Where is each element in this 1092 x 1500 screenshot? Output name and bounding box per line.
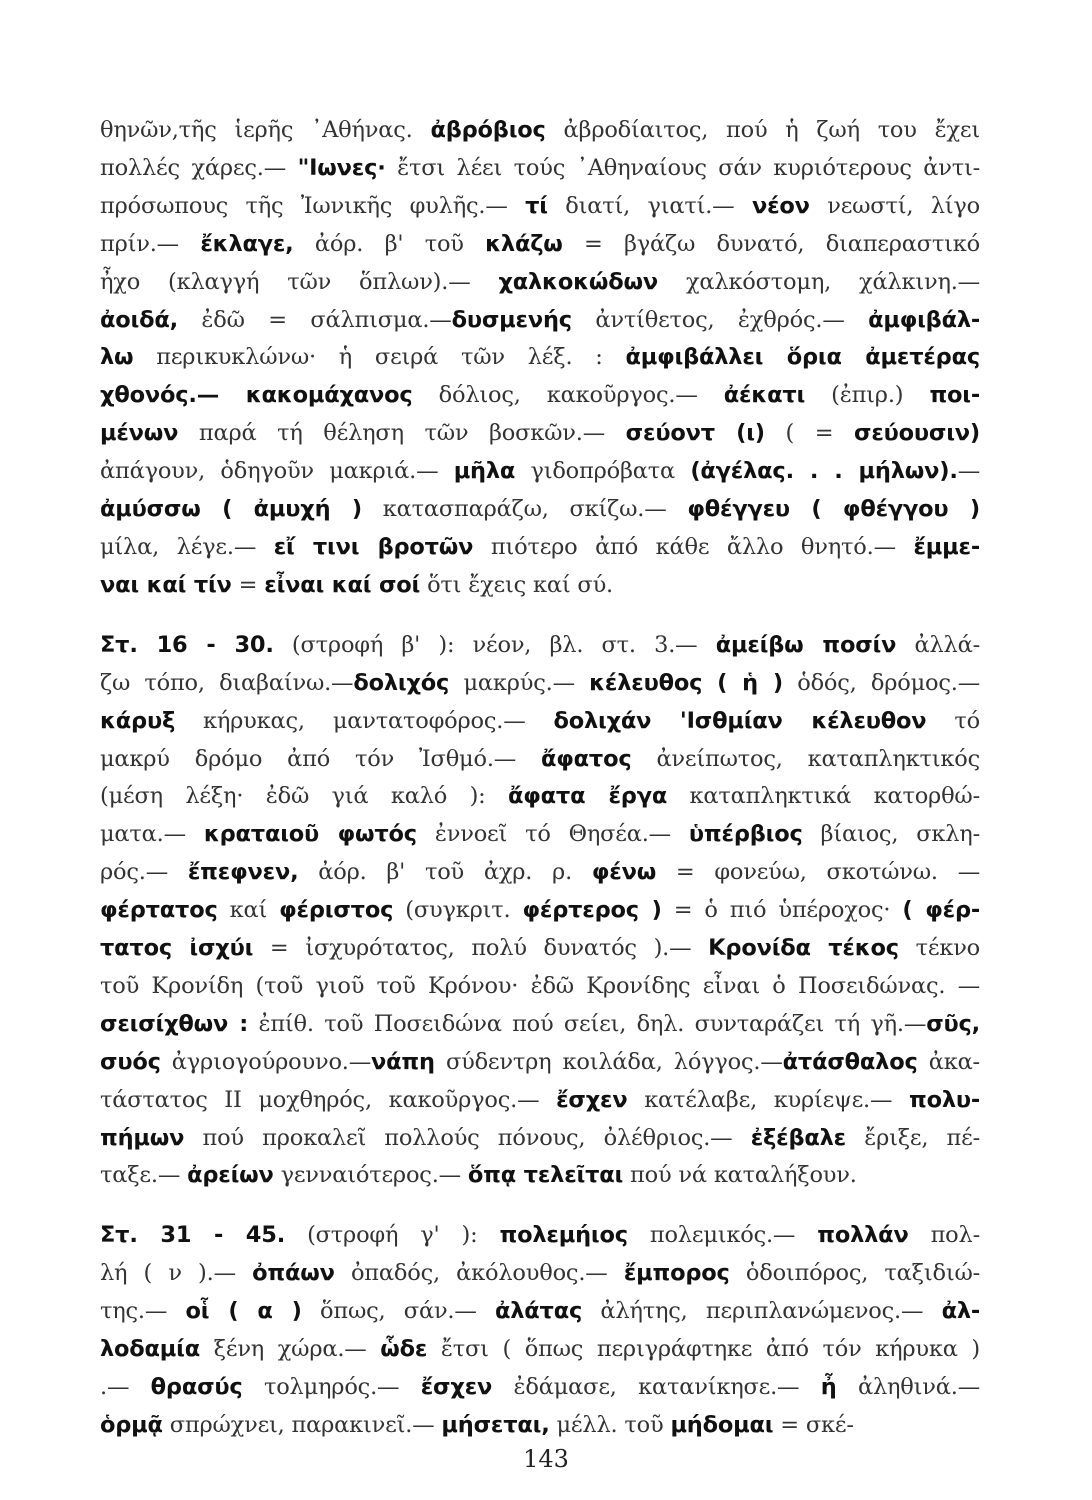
- text-line: [100, 1120, 980, 1158]
- gloss-text: τό: [926, 707, 980, 734]
- paragraph: [100, 627, 980, 1196]
- headword: θρασύς: [150, 1374, 243, 1400]
- headword: δολιχάν 'Ισθμίαν κέλευθον: [553, 707, 927, 734]
- headword: ἀλ-: [941, 1298, 980, 1325]
- headword: φέρτατος: [100, 897, 218, 924]
- headword: ἔσχεν: [420, 1374, 493, 1400]
- text-line: [100, 150, 980, 188]
- headword: λω: [100, 344, 134, 371]
- headword: μῆλα: [453, 458, 516, 485]
- gloss-text: θηνῶν,τῆς ἱερῆς ᾿Αθήνας.: [100, 117, 431, 143]
- text-line: [100, 892, 980, 930]
- headword: δολιχός: [353, 669, 450, 696]
- headword: ἀτάσθαλος: [782, 1048, 918, 1075]
- gloss-text: ἐπίθ. τοῦ Ποσειδώνα πού σείει, δηλ. συνταράζει τή γῆ.—: [248, 1010, 927, 1037]
- headword: Στ. 31 - 45.: [100, 1222, 286, 1249]
- headword: ἦ: [820, 1374, 837, 1400]
- gloss-text: πού προκαλεῖ πολλούς πόνους, ὀλέθριος.—: [184, 1124, 751, 1151]
- gloss-text: ἀόρ. β' τοῦ: [293, 230, 486, 257]
- headword: νάπη: [371, 1048, 435, 1075]
- headword: ἔσχεν: [556, 1086, 628, 1113]
- text-line: [100, 930, 980, 968]
- gloss-text: ἀβροδίαιτος, πού ἡ ζωή του ἔχει: [545, 117, 980, 143]
- gloss-text: τολμηρός.—: [242, 1374, 421, 1400]
- headword: δυσμενής: [451, 306, 572, 333]
- gloss-text: ὁδός, δρόμος.—: [782, 669, 980, 696]
- headword: κέλευθος ( ἡ ): [589, 669, 783, 696]
- headword: (ἀγέλας. . . μήλων).: [690, 458, 958, 485]
- text-line: [100, 1407, 980, 1445]
- text-line: [100, 627, 980, 665]
- paragraph: [100, 112, 980, 605]
- headword: ( φέρ-: [902, 897, 980, 924]
- text-line: [100, 854, 980, 892]
- gloss-text: γιδοπρόβατα: [515, 458, 691, 485]
- text-line: [100, 1006, 980, 1044]
- gloss-text: .—: [100, 1374, 151, 1400]
- text-line: [100, 302, 980, 340]
- text-line: [100, 741, 980, 779]
- text-line: [100, 188, 980, 226]
- gloss-text: σύδεντρη κοιλάδα, λόγγος.—: [434, 1048, 783, 1075]
- gloss-text: παρά τή θέληση τῶν βοσκῶν.—: [178, 420, 626, 447]
- headword: τατος ἰσχύι: [100, 935, 254, 962]
- headword: κάρυξ: [100, 707, 176, 734]
- text-line: [100, 1157, 980, 1195]
- headword: μήδομαι: [670, 1411, 774, 1438]
- gloss-text: ( =: [764, 420, 854, 447]
- headword: σῦς,: [926, 1010, 980, 1037]
- headword: σεισίχθων :: [100, 1010, 249, 1037]
- gloss-text: πρόσωπους τῆς Ἰωνικῆς φυλῆς.—: [100, 192, 526, 219]
- text-line: [100, 778, 980, 816]
- headword: νέον: [751, 192, 810, 219]
- headword: μένων: [100, 420, 179, 447]
- text-line: [100, 703, 980, 741]
- text-line: [100, 453, 980, 491]
- gloss-text: τέκνο: [898, 935, 980, 962]
- headword: μήσεται,: [441, 1411, 550, 1438]
- headword: ὧδε: [380, 1336, 428, 1363]
- gloss-text: ἔριξε, πέ-: [845, 1124, 980, 1151]
- headword: ἐξέβαλε: [750, 1124, 846, 1151]
- gloss-text: ὁδοιπόρος, ταξιδιώ-: [729, 1260, 980, 1287]
- gloss-text: ρός.—: [100, 859, 188, 886]
- text-line: [100, 1082, 980, 1120]
- gloss-text: ταξε.—: [100, 1162, 188, 1189]
- gloss-text: κατέλαβε, κυρίεψε.—: [627, 1086, 909, 1113]
- gloss-text: ἀπάγουν, ὁδηγοῦν μακριά.—: [100, 458, 454, 485]
- gloss-text: περικυκλώνω· ἡ σειρά τῶν λέξ. :: [133, 344, 626, 371]
- gloss-text: πρίν.—: [100, 230, 201, 257]
- gloss-text: ἀνείπωτος, καταπληκτικός: [631, 745, 980, 772]
- gloss-text: = φονεύω, σκοτώνω. —: [656, 859, 980, 886]
- gloss-text: ἀληθινά.—: [836, 1374, 980, 1400]
- headword: ὀπάων: [252, 1260, 335, 1287]
- text-line: [100, 1293, 980, 1331]
- gloss-text: ξένη χώρα.—: [200, 1336, 381, 1363]
- gloss-text: (στροφή γ' ):: [285, 1222, 500, 1249]
- gloss-text: =: [231, 571, 265, 598]
- headword: συός: [100, 1048, 161, 1075]
- text-line: [100, 1255, 980, 1293]
- gloss-text: = ἰσχυρότατος, πολύ δυνατός ).—: [253, 935, 709, 962]
- text-line: [100, 968, 980, 1006]
- paragraph-gap: [100, 605, 980, 627]
- gloss-text: ἦχο (κλαγγή τῶν ὅπλων).—: [100, 268, 499, 295]
- gloss-text: κατασπαράζω, σκίζω.—: [361, 496, 688, 523]
- gloss-text: ἐδῶ = σάλπισμα.—: [177, 306, 452, 333]
- headword: ἄφατα ἔργα: [508, 783, 668, 810]
- headword: ὅπᾳ τελεῖται: [467, 1162, 624, 1189]
- gloss-text: ἀκα-: [917, 1048, 980, 1075]
- headword: χθονός.— κακομάχανος: [100, 382, 413, 409]
- headword: ἀμείβω ποσίν: [715, 631, 897, 658]
- headword: ἔκλαγε,: [200, 230, 294, 257]
- headword: ἀοιδά,: [100, 306, 178, 333]
- page-number: 143: [523, 1445, 569, 1473]
- gloss-text: τάστατος ΙΙ μοχθηρός, κακοῦργος.—: [100, 1086, 557, 1113]
- gloss-text: = βγάζω δυνατό, διαπεραστικό: [562, 230, 980, 257]
- gloss-text: πιότερο ἀπό κάθε ἄλλο θνητό.—: [473, 533, 914, 560]
- text-line: [100, 491, 980, 529]
- headword: ναι καί τίν: [100, 571, 232, 598]
- gloss-text: ὅτι ἔχεις καί σύ.: [420, 571, 614, 598]
- gloss-text: ἀόρ. β' τοῦ ἀχρ. ρ.: [298, 859, 592, 886]
- gloss-text: ἀλήτης, περιπλανώμενος.—: [582, 1298, 942, 1325]
- text-line: [100, 1217, 980, 1255]
- gloss-text: λή ( ν ).—: [100, 1260, 253, 1287]
- text-line: [100, 1369, 980, 1407]
- gloss-text: = σκέ-: [773, 1411, 854, 1438]
- text-line: [100, 665, 980, 703]
- text-line: [100, 1044, 980, 1082]
- gloss-text: μέλλ. τοῦ: [549, 1411, 671, 1438]
- headword: σεύουσιν): [854, 420, 980, 447]
- headword: ὑπέρβιος: [688, 821, 803, 848]
- headword: ἀέκατι: [723, 382, 806, 409]
- headword: πολυ-: [908, 1086, 980, 1113]
- headword: ἔμμε-: [913, 533, 980, 560]
- gloss-text: ἀντίθετος, ἐχθρός.—: [571, 306, 869, 333]
- gloss-text: ὅπως, σάν.—: [301, 1298, 495, 1325]
- text-line: [100, 264, 980, 302]
- headword: φέριστος: [279, 897, 394, 924]
- headword: σεύοντ (ι): [625, 420, 765, 447]
- headword: λοδαμία: [100, 1336, 200, 1363]
- gloss-text: ἔτσι ( ὅπως περιγράφτηκε ἀπό τόν κήρυκα ): [427, 1336, 980, 1363]
- headword: φέρτερος ): [522, 897, 662, 924]
- gloss-text: = ὁ πιό ὑπέροχος·: [661, 897, 903, 924]
- gloss-text: ζω τόπο, διαβαίνω.—: [100, 669, 354, 696]
- headword: ἀλάτας: [494, 1298, 583, 1325]
- headword: οἷ ( α ): [185, 1298, 302, 1325]
- gloss-text: (συγκριτ.: [393, 897, 523, 924]
- gloss-text: καί: [217, 897, 280, 924]
- text-line: [100, 339, 980, 377]
- text-line: [100, 1331, 980, 1369]
- gloss-text: της.—: [100, 1298, 186, 1325]
- gloss-text: σπρώχνει, παρακινεῖ.—: [162, 1411, 442, 1438]
- paragraph: [100, 1217, 980, 1444]
- gloss-text: ὀπαδός, ἀκόλουθος.—: [334, 1260, 624, 1287]
- headword: Στ. 16 - 30.: [100, 631, 274, 658]
- headword: κραταιοῦ φωτός: [203, 821, 417, 848]
- paragraph-gap: [100, 1195, 980, 1217]
- headword: ἄφατος: [541, 745, 632, 772]
- gloss-text: πολεμικός.—: [627, 1222, 818, 1249]
- headword: εἴ τινι βροτῶν: [273, 533, 474, 560]
- commentary-text: [100, 112, 980, 1445]
- gloss-text: κήρυκας, μαντατοφόρος.—: [175, 707, 554, 734]
- gloss-text: πού νά καταλήξουν.: [623, 1162, 857, 1189]
- gloss-text: —: [957, 458, 980, 485]
- gloss-text: ματα.—: [100, 821, 204, 848]
- gloss-text: ἀλλά-: [896, 631, 980, 658]
- headword: ἔπεφνεν,: [187, 859, 299, 886]
- headword: ποι-: [929, 382, 980, 409]
- headword: ἀρείων: [187, 1162, 274, 1189]
- gloss-text: πολλές χάρες.—: [100, 154, 298, 181]
- gloss-text: καταπληκτικά κατορθώ-: [667, 783, 980, 810]
- gloss-text: χαλκόστομη, χάλκινη.—: [658, 268, 980, 295]
- headword: φένω: [591, 859, 657, 886]
- gloss-text: νεωστί, λίγο: [809, 192, 980, 219]
- gloss-text: (μέση λέξη· ἐδῶ γιά καλό ):: [100, 783, 508, 810]
- headword: ἀμφιβάλλει ὅρια ἀμετέρας: [625, 344, 980, 371]
- gloss-text: γενναιότερος.—: [273, 1162, 468, 1189]
- headword: ἀμφιβάλ-: [868, 306, 980, 333]
- gloss-text: πολ-: [908, 1222, 980, 1249]
- headword: Κρονίδα τέκος: [708, 935, 899, 962]
- text-line: [100, 816, 980, 854]
- gloss-text: μακρύς.—: [449, 669, 590, 696]
- gloss-text: μίλα, λέγε.—: [100, 533, 274, 560]
- headword: "Ιωνες·: [297, 154, 386, 181]
- gloss-text: (ἐπιρ.): [805, 382, 930, 409]
- gloss-text: μακρύ δρόμο ἀπό τόν Ἰσθμό.—: [100, 745, 542, 772]
- headword: πήμων: [100, 1124, 185, 1151]
- gloss-text: βίαιος, σκλη-: [802, 821, 980, 848]
- headword: ἔμπορος: [623, 1260, 730, 1287]
- headword: ἀβρόβιος: [430, 117, 546, 143]
- headword: ὁρμᾷ: [100, 1411, 163, 1438]
- headword: κλάζω: [485, 230, 563, 257]
- gloss-text: ἔτσι λέει τούς ᾿Αθηναίους σάν κυριότερους ἀντι-: [385, 154, 980, 181]
- headword: τί: [525, 192, 548, 219]
- headword: ἀμύσσω ( ἀμυχή ): [100, 496, 362, 523]
- text-line: [100, 112, 980, 150]
- headword: πολεμήιος: [499, 1222, 628, 1249]
- gloss-text: (στροφή β' ): νέον, βλ. στ. 3.—: [273, 631, 716, 658]
- headword: πολλάν: [817, 1222, 909, 1249]
- text-line: [100, 415, 980, 453]
- gloss-text: ἀγριογούρουνο.—: [160, 1048, 372, 1075]
- gloss-text: δόλιος, κακοῦργος.—: [412, 382, 724, 409]
- text-line: [100, 226, 980, 264]
- text-line: [100, 377, 980, 415]
- gloss-text: ἐδάμασε, κατανίκησε.—: [492, 1374, 821, 1400]
- text-line: [100, 567, 980, 605]
- gloss-text: διατί, γιατί.—: [547, 192, 752, 219]
- text-line: [100, 529, 980, 567]
- gloss-text: ἐννοεῖ τό Θησέα.—: [416, 821, 689, 848]
- gloss-text: τοῦ Κρονίδη (τοῦ γιοῦ τοῦ Κρόνου· ἐδῶ Κρονίδης εἶναι ὁ Ποσειδώνας. —: [100, 972, 980, 999]
- headword: εἶναι καί σοί: [264, 571, 421, 598]
- headword: φθέγγευ ( φθέγγου ): [687, 496, 980, 523]
- headword: χαλκοκώδων: [498, 268, 658, 295]
